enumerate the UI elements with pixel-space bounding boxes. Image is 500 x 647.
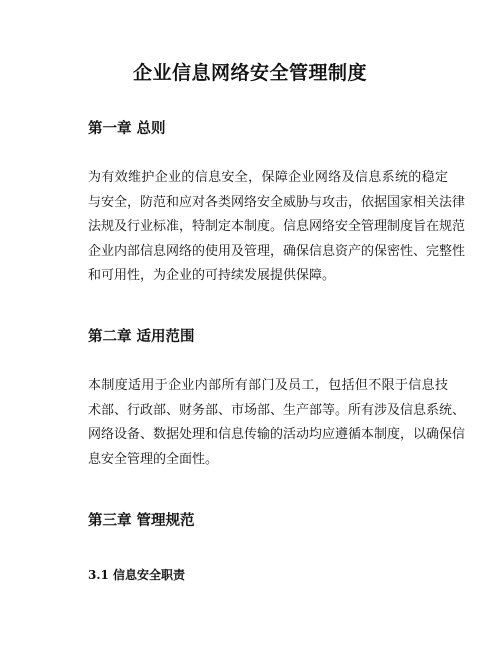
paragraph-line: 法规及行业标准，特制定本制度。信息网络安全管理制度旨在规范 <box>88 219 466 235</box>
paragraph-line: 企业内部信息网络的使用及管理，确保信息资产的保密性、完整性 <box>88 243 466 259</box>
paragraph-line: 息安全管理的全面性。 <box>88 451 219 467</box>
chapter-1-paragraph <box>88 166 466 289</box>
document-title: 企业信息网络安全管理制度 <box>132 62 367 84</box>
chapter-2-paragraph <box>88 374 466 472</box>
paragraph-line: 和可用性，为企业的可持续发展提供保障。 <box>88 268 336 284</box>
paragraph-line: 为有效维护企业的信息安全，保障企业网络及信息系统的稳定 <box>88 170 448 185</box>
chapter-2-heading: 第二章 适用范围 <box>88 329 195 345</box>
paragraph-line: 术部、行政部、财务部、市场部、生产部等。所有涉及信息系统、 <box>88 402 466 418</box>
chapter-3-heading: 第三章 管理规范 <box>88 513 195 529</box>
paragraph-line: 本制度适用于企业内部所有部门及员工，包括但不限于信息技 <box>88 378 448 393</box>
section-3-1-heading: 3.1 信息安全职责 <box>88 568 186 582</box>
paragraph-line: 网络设备、数据处理和信息传输的活动均应遵循本制度，以确保信 <box>88 427 466 443</box>
paragraph-line: 与安全，防范和应对各类网络安全威胁与攻击，依据国家相关法律 <box>88 194 466 210</box>
chapter-1-heading: 第一章 总则 <box>88 121 166 137</box>
